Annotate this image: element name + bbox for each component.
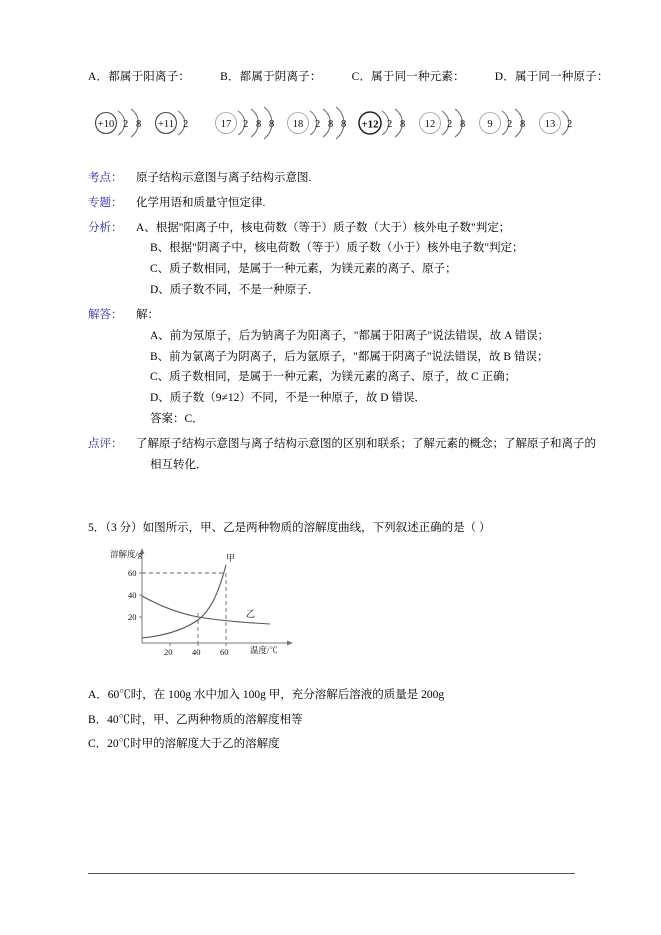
svg-text:20: 20 [164, 647, 173, 658]
svg-text:+12: +12 [361, 118, 379, 131]
question-5-options [88, 683, 588, 755]
svg-text:12: 12 [424, 119, 436, 130]
q5-option-a: A．60℃时，在 100g 水中加入 100g 甲，充分溶解后溶液的质量是 200g [88, 689, 445, 702]
svg-text:溶解度/g: 溶解度/g [110, 549, 143, 560]
atom-structure-diagrams [92, 100, 588, 148]
svg-text:60: 60 [220, 647, 229, 658]
svg-text:乙: 乙 [246, 609, 256, 620]
dianping-label: 点评： [88, 437, 123, 450]
section-fenxi [88, 220, 588, 303]
fenxi-line-2: B、根据"阴离子中，核电荷数（等于）质子数（小于）核外电子数"判定； [150, 242, 524, 255]
section-dianping [88, 436, 596, 478]
atom-diagram-2 [152, 100, 212, 146]
jieda-label: 解答： [88, 308, 123, 321]
question-5-stem: 5．（3 分）如图所示，甲、乙是两种物质的溶解度曲线，下列叙述正确的是（ ） [88, 522, 491, 535]
jieda-line-2: B、前为氯离子为阴离子，后为氩原子，"都属于阴离子"说法错误，故 B 错误； [150, 350, 549, 363]
kaodian-label: 考点： [88, 172, 123, 184]
svg-text:8: 8 [400, 119, 406, 130]
section-kaodian [88, 170, 588, 191]
answer-label: 答案： [150, 412, 185, 425]
svg-text:8: 8 [136, 119, 142, 130]
question-5 [88, 519, 588, 755]
option-d: D．属于同一种原子： [494, 71, 609, 83]
svg-text:13: 13 [544, 119, 556, 130]
solubility-curve-chart [102, 543, 362, 671]
option-b: B．都属于阴离子： [220, 71, 322, 83]
fenxi-body [136, 220, 588, 303]
svg-text:甲: 甲 [226, 553, 236, 564]
atom-diagram-6 [416, 100, 476, 146]
svg-text:40: 40 [128, 590, 137, 601]
svg-text:8: 8 [256, 119, 262, 130]
atom-diagram-7 [476, 100, 536, 146]
svg-text:8: 8 [269, 119, 275, 130]
dianping-body [136, 436, 596, 478]
fenxi-line-4: D、质子数不同，不是一种原子． [150, 284, 320, 297]
dianping-line-2: 相互转化． [150, 458, 208, 471]
answer-value: C． [184, 412, 204, 425]
svg-text:+10: +10 [97, 119, 115, 130]
svg-text:9: 9 [487, 119, 493, 130]
zhuanti-line-1: 化学用语和质量守恒定律. [136, 196, 266, 209]
svg-text:+11: +11 [157, 119, 175, 130]
atom-diagram-3 [212, 100, 284, 146]
svg-text:8: 8 [460, 119, 466, 130]
jieda-body [136, 307, 588, 432]
fenxi-line-3: C、质子数相同，是属于一种元素，为镁元素的离子、原子； [150, 263, 457, 276]
footer-divider [88, 873, 575, 874]
svg-text:20: 20 [128, 612, 137, 623]
svg-text:2: 2 [567, 119, 573, 130]
svg-text:2: 2 [123, 119, 129, 130]
jieda-line-1: A、前为氖原子，后为钠离子为阳离子，"都属于阳离子"说法错误，故 A 错误； [150, 329, 550, 342]
svg-text:8: 8 [328, 119, 334, 130]
svg-text:8: 8 [520, 119, 526, 130]
svg-text:17: 17 [220, 119, 232, 130]
jieda-answer-line [136, 411, 588, 429]
jieda-line-3: C、质子数相同，是属于一种元素，为镁元素的离子、原子，故 C 正确； [150, 371, 517, 384]
svg-text:2: 2 [243, 119, 249, 130]
svg-text:2: 2 [315, 119, 321, 130]
option-a: A．都属于阳离子： [88, 71, 191, 83]
option-c: C．属于同一种元素： [351, 71, 465, 83]
fenxi-label: 分析： [88, 221, 123, 234]
zhuanti-body [136, 195, 588, 216]
svg-text:2: 2 [387, 119, 393, 130]
svg-text:40: 40 [192, 647, 201, 658]
dianping-line-1: 了解原子结构示意图与离子结构示意图的区别和联系；了解元素的概念；了解原子和离子的 [136, 437, 596, 450]
zhuanti-label: 专题： [88, 196, 123, 209]
q5-option-b: B．40℃时，甲、乙两种物质的溶解度相等 [88, 713, 303, 726]
svg-text:18: 18 [292, 119, 304, 130]
svg-text:60: 60 [128, 568, 137, 579]
answer-options-row [88, 68, 609, 84]
jieda-line-4: D、质子数（9≠12）不同，不是一种原子，故 D 错误． [150, 392, 426, 405]
kaodian-line-1: 原子结构示意图与离子结构示意图. [136, 172, 312, 184]
q5-option-c: C．20℃时甲的溶解度大于乙的溶解度 [88, 737, 280, 750]
atom-diagram-8 [536, 100, 596, 146]
atom-diagram-1 [92, 100, 152, 146]
svg-text:温度/℃: 温度/℃ [250, 645, 278, 656]
section-jieda [88, 307, 588, 432]
jieda-first-line: 解： [136, 308, 159, 321]
atom-diagram-5 [356, 100, 416, 146]
svg-text:8: 8 [341, 119, 347, 130]
svg-text:2: 2 [183, 119, 189, 130]
section-zhuanti [88, 195, 588, 216]
atom-diagram-4 [284, 100, 356, 146]
page-content [88, 68, 609, 756]
fenxi-line-1: A、根据"阳离子中，核电荷数（等于）质子数（大于）核外电子数"判定； [136, 221, 511, 234]
svg-text:2: 2 [507, 119, 513, 130]
svg-text:2: 2 [447, 119, 453, 130]
kaodian-body [136, 170, 588, 191]
